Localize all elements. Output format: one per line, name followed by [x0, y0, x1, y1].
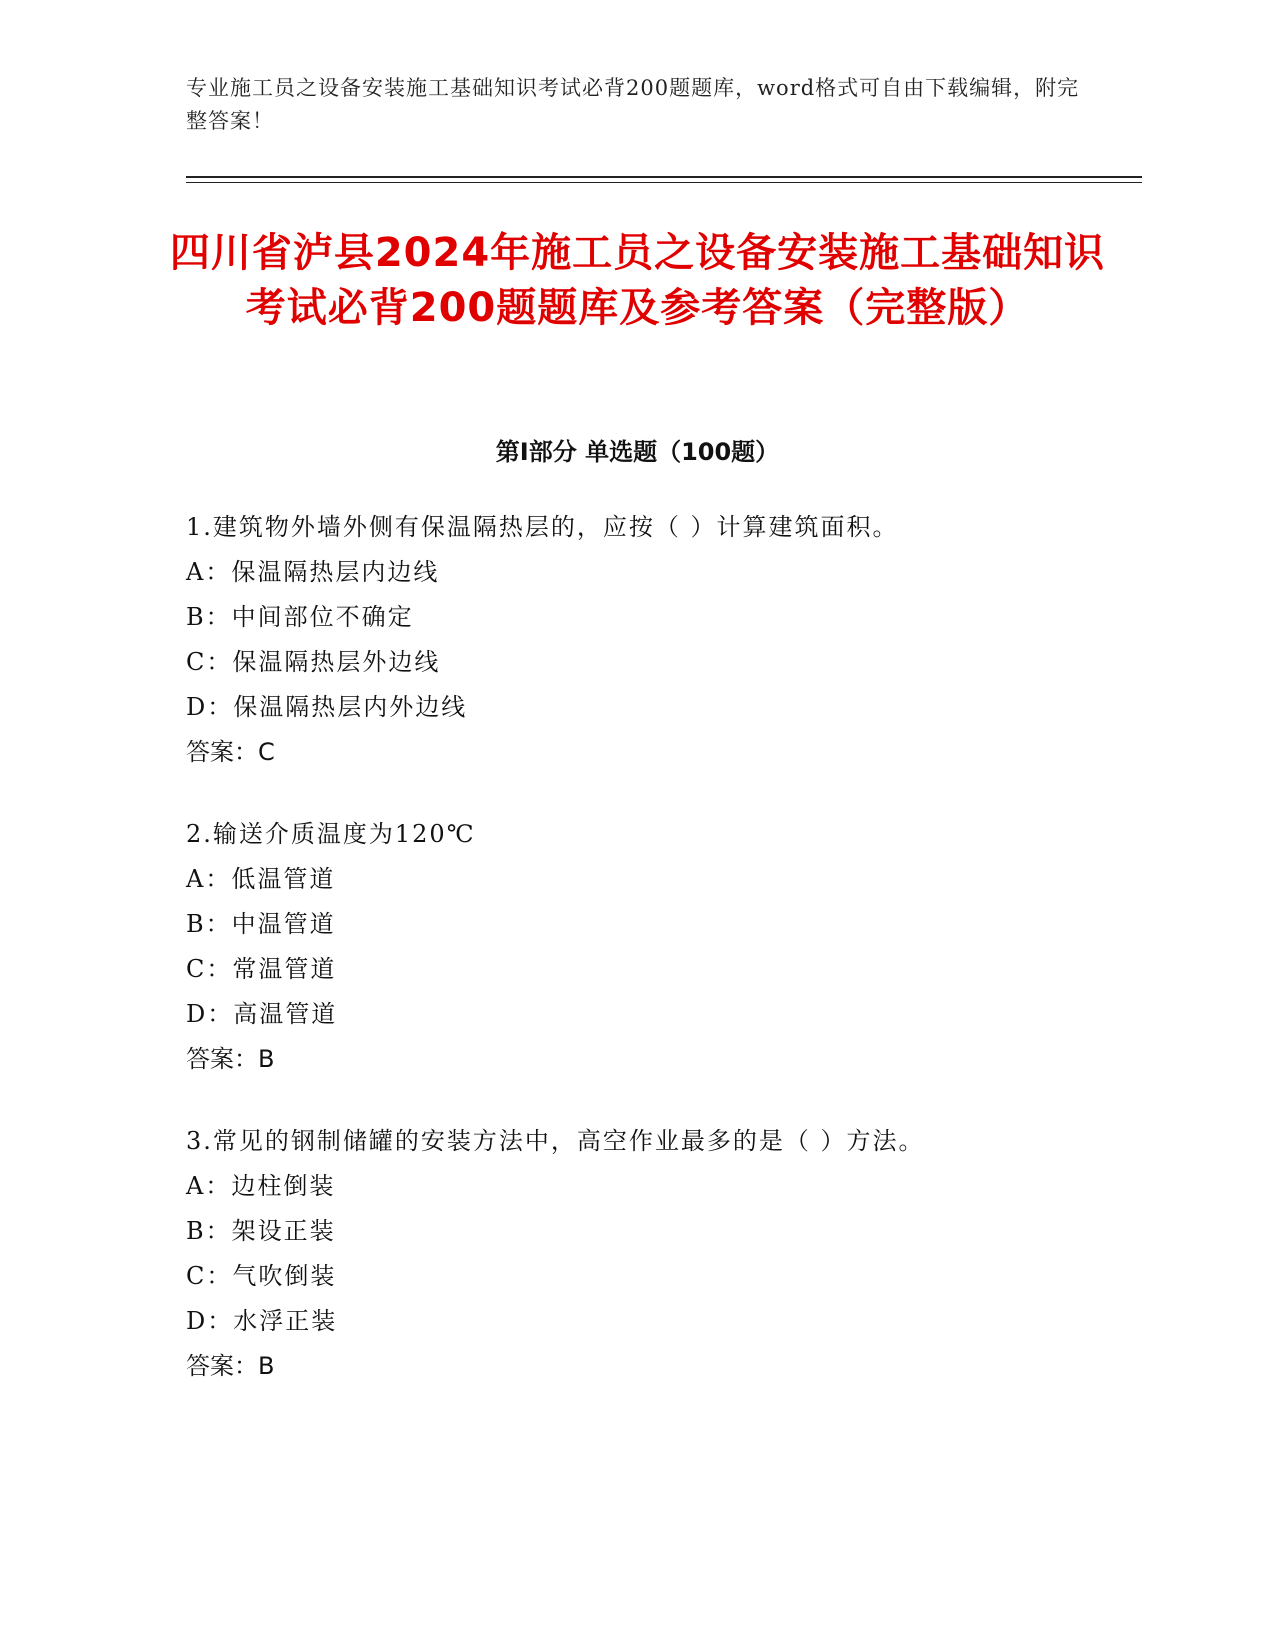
header-rule-thick: [186, 176, 1142, 178]
option-c: C：常温管道: [186, 955, 337, 983]
option-a: A：低温管道: [186, 865, 336, 893]
question-stem: 2.输送介质温度为120℃: [186, 820, 476, 848]
question-stem: 3.常见的钢制储罐的安装方法中，高空作业最多的是（ ）方法。: [186, 1127, 925, 1155]
option-d: D：水浮正装: [186, 1307, 338, 1335]
answer: 答案：B: [186, 1352, 275, 1380]
option-b: B：架设正装: [186, 1217, 336, 1245]
option-b: B：中温管道: [186, 910, 336, 938]
answer: 答案：B: [186, 1045, 275, 1073]
question-stem: 1.建筑物外墙外侧有保温隔热层的，应按（ ）计算建筑面积。: [186, 513, 899, 541]
document-title: 四川省泸县2024年施工员之设备安装施工基础知识考试必背200题题库及参考答案（完整版）: [169, 230, 1106, 331]
option-c: C：保温隔热层外边线: [186, 648, 441, 676]
option-d: D：高温管道: [186, 1000, 338, 1028]
option-b: B：中间部位不确定: [186, 603, 414, 631]
header-note: 专业施工员之设备安装施工基础知识考试必背200题题库，word格式可自由下载编辑，附完整答案！: [186, 76, 1080, 133]
header-rule-thin: [186, 182, 1142, 183]
section-heading: 第Ⅰ部分 单选题（100题）: [495, 438, 780, 466]
question-3: [186, 1119, 1146, 1389]
option-a: A：边柱倒装: [186, 1172, 336, 1200]
question-1: [186, 505, 1146, 775]
option-c: C：气吹倒装: [186, 1262, 337, 1290]
question-2: [186, 812, 1146, 1082]
answer: 答案：C: [186, 738, 275, 766]
option-d: D：保温隔热层内外边线: [186, 693, 468, 721]
option-a: A：保温隔热层内边线: [186, 558, 440, 586]
